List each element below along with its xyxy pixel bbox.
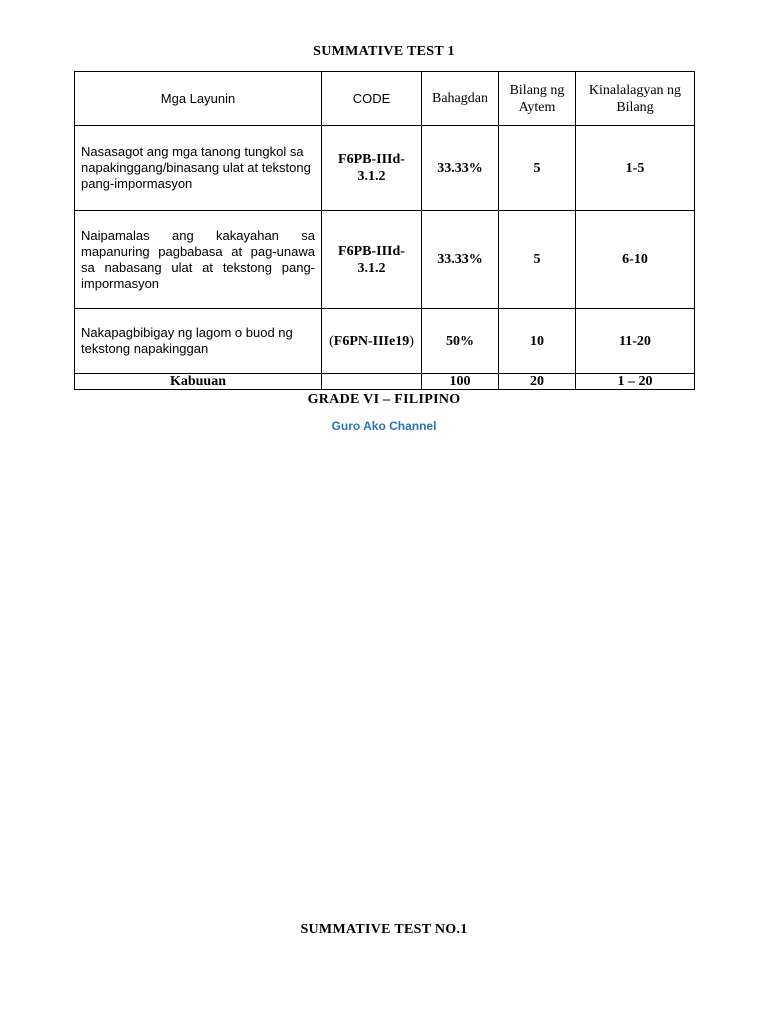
total-code-cell (322, 374, 422, 390)
header-items-text: Bilang ng Aytem (509, 82, 565, 115)
objective-cell: Nakapagbibigay ng lagom o buod ng tekstong napakinggan (75, 309, 322, 374)
percentage-cell: 33.33% (422, 211, 499, 309)
table-row (75, 126, 695, 211)
table-of-specifications (74, 71, 695, 390)
footer-title: SUMMATIVE TEST NO.1 (300, 922, 468, 937)
table-row (75, 309, 695, 374)
header-objectives (75, 72, 322, 126)
code-value: F6PN-IIIe19 (333, 333, 410, 349)
total-placement-cell: 1 – 20 (576, 374, 695, 390)
total-percentage-cell: 100 (422, 374, 499, 390)
percentage-cell: 33.33% (422, 126, 499, 211)
header-placement-text: Kinalalagyan ng Bilang (588, 82, 682, 115)
table-row (75, 211, 695, 309)
table-total-row (75, 374, 695, 390)
code-cell: F6PB-IIId-3.1.2 (322, 211, 422, 309)
header-percentage-text: Bahagdan (432, 91, 488, 106)
placement-cell: 1-5 (576, 126, 695, 211)
grade-subtitle: GRADE VI – FILIPINO (307, 392, 461, 407)
code-paren-open: ( (329, 333, 334, 349)
code-cell: F6PB-IIId-3.1.2 (322, 126, 422, 211)
objective-cell: Naipamalas ang kakayahan sa mapanuring pagbabasa at pag-unawa sa nabasang ulat at tekstong pang-impormasyon (75, 211, 322, 309)
header-code-text: CODE (352, 91, 391, 106)
code-paren-close: ) (409, 333, 414, 349)
placement-cell: 6-10 (576, 211, 695, 309)
total-items-cell: 20 (499, 374, 576, 390)
header-code (322, 72, 422, 126)
items-cell: 10 (499, 309, 576, 374)
table-header-row (75, 72, 695, 126)
header-placement (576, 72, 695, 126)
header-percentage (422, 72, 499, 126)
header-objectives-text: Mga Layunin (160, 91, 236, 106)
channel-credit: Guro Ako Channel (331, 419, 437, 433)
header-items (499, 72, 576, 126)
percentage-cell: 50% (422, 309, 499, 374)
objective-cell: Nasasagot ang mga tanong tungkol sa napakinggang/binasang ulat at tekstong pang-impormasyon (75, 126, 322, 211)
total-label-cell: Kabuuan (75, 374, 322, 390)
document-title: SUMMATIVE TEST 1 (313, 44, 455, 59)
items-cell: 5 (499, 126, 576, 211)
code-cell (322, 309, 422, 374)
placement-cell: 11-20 (576, 309, 695, 374)
items-cell: 5 (499, 211, 576, 309)
